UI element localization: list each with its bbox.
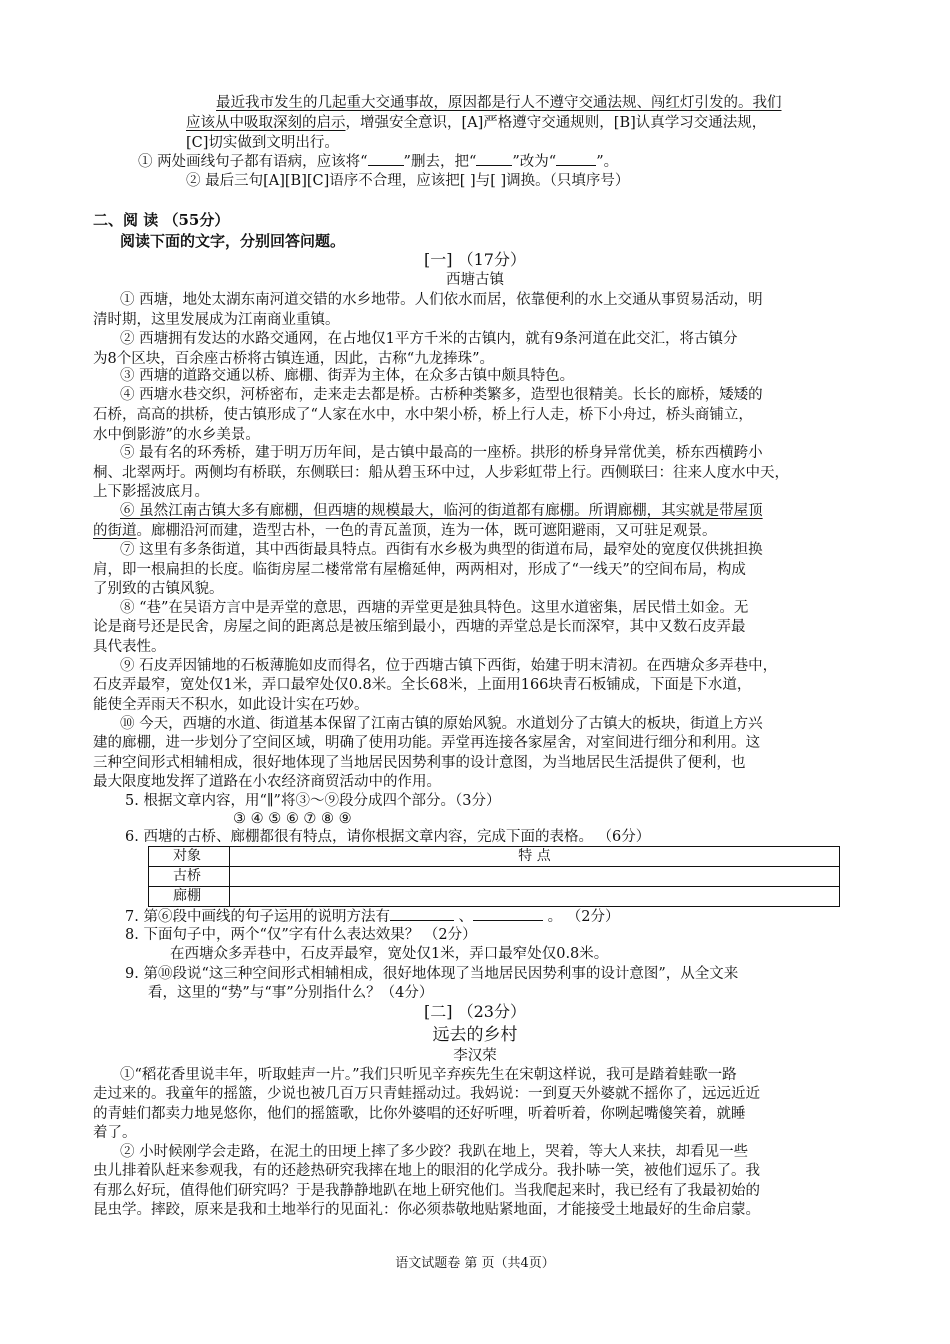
p5-line: ⑤ 最有名的环秀桥，建于明万历年间，是古镇中最高的一座桥。拱形的桥身异常优美，桥东西横跨小 — [120, 445, 763, 461]
part2-line: 昆虫学。摔跤，原来是我和土地举行的见面礼：你必须恭敬地贴紧地面，才能接受土地最好的生命启蒙。 — [93, 1202, 760, 1218]
p5-line: 桐、北翠两圩。两侧均有桥联，东侧联曰：船从碧玉环中过，人步彩虹带上行。西侧联曰：往来人度水中天， — [93, 465, 789, 481]
p4-line: 石桥，高高的拱桥，使古镇形成了“人家在水中，水中架小桥，桥上行人走，桥下小舟过，桥头商铺立， — [93, 407, 753, 423]
p6-underlined-end: 的街道 — [93, 523, 137, 539]
table-header-row — [149, 847, 840, 867]
p7-line: 了别致的古镇风貌。 — [93, 581, 224, 597]
intro-line-2-underlined: 应该从中吸取深刻的启示 — [186, 115, 346, 131]
part2-title: 远去的乡村 — [432, 1025, 518, 1045]
p5-line: 上下影摇波底月。 — [93, 484, 209, 500]
question-9-line: 9. 第⑩段说“这三种空间形式相辅相成，很好地体现了当地居民因势利事的设计意图”，从全文来 — [125, 966, 739, 982]
p1-line: 清时期，这里发展成为江南商业重镇。 — [93, 312, 340, 328]
intro-line-2-rest: ，增强安全意识，[A]严格遵守交通规则，[B]认真学习交通法规， — [345, 115, 767, 131]
table-answer-cell[interactable] — [230, 867, 840, 887]
part2-line: 的青蛙们都卖力地晃悠你，他们的摇篮歌，比你外婆唱的还好听哩，听着听着，你咧起嘴傻笑着，就睡 — [93, 1106, 746, 1122]
table-row — [149, 887, 840, 907]
p6-underlined-line: ⑥ 虽然江南古镇大多有廊棚，但西塘的规模最大，临河的街道都有廊棚。所谓廊棚，其实就是带屋顶 — [120, 503, 763, 519]
question-9-line: 看，这里的“势”与“事”分别指什么？（4分） — [148, 985, 434, 1001]
part2-author: 李汉荣 — [453, 1048, 497, 1064]
intro-line-1: 最近我市发生的几起重大交通事故，原因都是行人不遵守交通法规、闯红灯引发的。我们 — [216, 95, 782, 111]
p7-line: ⑦ 这里有多条街道，其中西街最具特点。西街有水乡极为典型的街道布局，最窄处的宽度仅供挑担换 — [120, 542, 763, 558]
p2-line: ② 西塘拥有发达的水路交通网，在占地仅1平方千米的古镇内，就有9条河道在此交汇，将古镇分 — [120, 331, 738, 347]
p7-line: 肩，即一根扁担的长度。临街房屋二楼常常有屋檐延伸，两两相对，形成了“一线天”的空间布局，构成 — [93, 562, 746, 578]
part2-line: ② 小时候刚学会走路，在泥土的田埂上摔了多少跤？我趴在地上，哭着，等大人来扶，却看见一些 — [120, 1144, 749, 1160]
question-5: 5. 根据文章内容，用“∥”将③～⑨段分成四个部分。（3分） — [125, 793, 501, 809]
p10-line: 最大限度地发挥了道路在小农经济商贸活动中的作用。 — [93, 774, 441, 790]
question-8-quote: 在西塘众多弄巷中，石皮弄最窄，宽处仅1米，弄口最窄处仅0.8米。 — [170, 946, 609, 962]
p2-line: 为8个区块，百余座古桥将古镇连通，因此，古称“九龙捧珠”。 — [93, 351, 495, 367]
p1-line: ① 西塘，地处太湖东南河道交错的水乡地带。人们依水而居，依靠便利的水上交通从事贸易活动，明 — [120, 292, 763, 308]
q1-text-a: ① 两处画线句子都有语病，应该将“ — [138, 154, 368, 170]
section-instruction: 阅读下面的文字，分别回答问题。 — [120, 232, 346, 250]
part2-header: [二] （23分） — [424, 1002, 526, 1021]
question-8: 8. 下面句子中，两个“仅”字有什么表达效果？ （2分） — [125, 927, 477, 943]
q7-blank-2[interactable] — [473, 906, 543, 921]
part2-line: 有那么好玩，值得他们研究吗？于是我静静地趴在地上研究他们。当我爬起来时，我已经有了我最初始的 — [93, 1183, 760, 1199]
table-answer-cell[interactable] — [230, 887, 840, 907]
feature-table — [148, 846, 840, 907]
p9-line: ⑨ 石皮弄因铺地的石板薄脆如皮而得名，位于西塘古镇下西街，始建于明末清初。在西塘众多弄巷中， — [120, 658, 778, 674]
question-7 — [125, 906, 620, 927]
part2-line: 虫儿排着队赶来参观我，有的还趁热研究我摔在地上的眼泪的化学成分。我扑哧一笑，被他们逗乐了。我 — [93, 1163, 760, 1179]
question-1 — [138, 151, 618, 172]
part1-header: [一] （17分） — [424, 250, 526, 269]
q1-blank-1[interactable] — [368, 151, 404, 166]
q7-text-a: 7. 第⑥段中画线的句子运用的说明方法有 — [125, 909, 390, 925]
section-title: 二、阅 读 （55分） — [93, 211, 230, 229]
part2-line: ①“稻花香里说丰年，听取蛙声一片。”我们只听见辛弃疾先生在宋朝这样说，我可是踏着蛙歌一路 — [120, 1067, 737, 1083]
q7-text-b: 、 — [453, 909, 474, 925]
p8-line: ⑧ “巷”在吴语方言中是弄堂的意思，西塘的弄堂更是独具特色。这里水道密集，居民惜土如金。无 — [120, 600, 749, 616]
table-row-label: 古桥 — [149, 867, 230, 887]
page-footer: 语文试题卷 第 页（共4页） — [395, 1256, 555, 1271]
p10-line: 建的廊棚，进一步划分了空间区域，明确了使用功能。弄堂再连接各家屋舍，对室间进行细分和利用。这 — [93, 735, 760, 751]
p3-line: ③ 西塘的道路交通以桥、廊棚、街弄为主体，在众多古镇中颇具特色。 — [120, 368, 575, 384]
table-row — [149, 867, 840, 887]
intro-line-2 — [186, 113, 766, 133]
p8-line: 具代表性。 — [93, 639, 166, 655]
q1-text-b: ”删去，把“ — [403, 154, 477, 170]
question-5-paragraph-numbers[interactable]: ③ ④ ⑤ ⑥ ⑦ ⑧ ⑨ — [233, 811, 352, 827]
table-row-label: 廊棚 — [149, 887, 230, 907]
question-2: ② 最后三句[A][B][C]语序不合理，应该把[ ]与[ ]调换。（只填序号） — [186, 173, 630, 189]
p8-line: 论是商号还是民舍，房屋之间的距离总是被压缩到最小，西塘的弄堂总是长而深窄，其中又数石皮弄最 — [93, 619, 746, 635]
q7-blank-1[interactable] — [390, 906, 454, 921]
table-header-object: 对象 — [149, 847, 230, 867]
p6-rest: 。廊棚沿河而建，造型古朴，一色的青瓦盖顶，连为一体，既可遮阳避雨，又可驻足观景。 — [136, 523, 717, 539]
p6-line — [93, 521, 717, 541]
part2-line: 着了。 — [93, 1125, 137, 1141]
part2-line: 走过来的。我童年的摇篮，少说也被几百万只青蛙摇动过。我妈说：一到夏天外婆就不摇你了，远远近近 — [93, 1086, 760, 1102]
q1-blank-3[interactable] — [556, 151, 596, 166]
q7-text-c: 。 （2分） — [543, 909, 620, 925]
p10-line: ⑩ 今天，西塘的水道、街道基本保留了江南古镇的原始风貌。水道划分了古镇大的板块，街道上方兴 — [120, 716, 763, 732]
q1-blank-2[interactable] — [476, 151, 512, 166]
q1-text-d: ”。 — [596, 154, 619, 170]
part1-title: 西塘古镇 — [446, 272, 504, 288]
intro-line-3: [C]切实做到文明出行。 — [186, 135, 339, 151]
question-6: 6. 西塘的古桥、廊棚都很有特点，请你根据文章内容，完成下面的表格。 （6分） — [125, 829, 651, 845]
p9-line: 能使全弄雨天不积水，如此设计实在巧妙。 — [93, 697, 369, 713]
p10-line: 三种空间形式相辅相成，很好地体现了当地居民因势利事的设计意图，为当地居民生活提供了便利，也 — [93, 755, 746, 771]
p9-line: 石皮弄最窄，宽处仅1米，弄口最窄处仅0.8米。全长68米，上面用166块青石板铺成，下面是下水道， — [93, 677, 752, 693]
p4-line: ④ 西塘水巷交织，河桥密布，走来走去都是桥。古桥种类繁多，造型也很精美。长长的廊桥，矮矮的 — [120, 387, 763, 403]
table-header-feature: 特 点 — [230, 847, 840, 867]
q1-text-c: ”改为“ — [512, 154, 557, 170]
p4-line: 水中倒影游”的水乡美景。 — [93, 427, 260, 443]
